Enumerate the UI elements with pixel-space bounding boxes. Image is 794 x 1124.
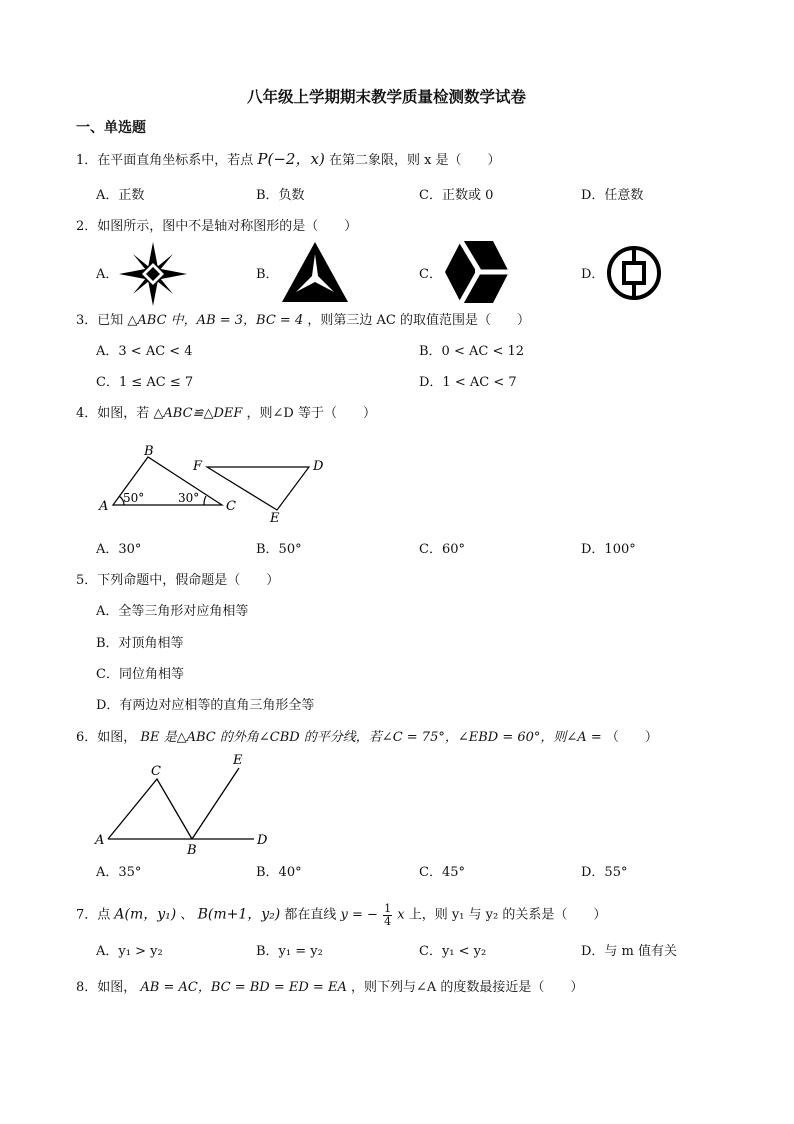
q3-math: △ABC 中，AB = 3，BC = 4: [127, 313, 304, 328]
q2-option-d[interactable]: D．: [581, 267, 605, 282]
q4-option-c[interactable]: C．60°: [419, 542, 465, 557]
q1-stem-a: 1．在平面直角坐标系中，若点: [76, 153, 254, 168]
hexagon-cube-icon: [445, 241, 509, 303]
q4-label-d: D: [313, 459, 324, 474]
q6-option-d[interactable]: D．55°: [581, 865, 628, 880]
q8-stem-b: ，则下列与∠A 的度数最接近是（ ）: [350, 980, 584, 995]
q3-option-c[interactable]: C．1 ≤ AC ≤ 7: [96, 375, 194, 390]
q7-stem-b: 上，则 y₁ 与 y₂ 的关系是（ ）: [408, 907, 607, 923]
q6-stem-b: （ ）: [605, 730, 658, 745]
q1-stem-b: 在第二象限，则 x 是（ ）: [328, 153, 501, 168]
q6-option-c[interactable]: C．45°: [419, 865, 465, 880]
q4-figure: [96, 440, 336, 526]
q7-frac-den: 4: [384, 914, 392, 928]
q1-option-c[interactable]: C．正数或 0: [419, 188, 494, 203]
q6-label-b: B: [187, 843, 197, 858]
compass-star-icon: [119, 242, 187, 306]
q4-option-b[interactable]: B．50°: [256, 542, 302, 557]
q4-stem-a: 4．如图，若: [76, 406, 150, 421]
q3-option-b[interactable]: B．0 < AC < 12: [419, 344, 525, 359]
q8-math: AB = AC，BC = BD = ED = EA: [140, 980, 347, 995]
tri-blade-icon: [282, 242, 348, 302]
q7-eq-rhs: x: [397, 907, 405, 923]
q7-option-a[interactable]: A．y₁ > y₂: [96, 944, 163, 959]
q6-label-a: A: [95, 833, 105, 848]
q7-separator: 、: [180, 907, 194, 923]
q5-option-a[interactable]: A．全等三角形对应角相等: [96, 604, 249, 619]
q7-point-a: A(m，y₁): [114, 906, 177, 923]
q3-stem-a: 3．已知: [76, 313, 124, 328]
question-7: [76, 903, 606, 927]
q4-stem-b: ，则∠D 等于（ ）: [246, 406, 376, 421]
q7-stem-a: 7．点: [76, 907, 111, 923]
q4-label-c: C: [226, 499, 236, 514]
page-title: 八年级上学期期末教学质量检测数学试卷: [247, 88, 527, 106]
q4-label-a: A: [99, 499, 109, 514]
q6-option-b[interactable]: B．40°: [256, 865, 302, 880]
q7-option-c[interactable]: C．y₁ < y₂: [419, 944, 487, 959]
q4-angle-c: 30°: [178, 491, 200, 505]
q7-point-b: B(m+1，y₂): [197, 906, 281, 923]
q4-label-f: F: [193, 459, 203, 474]
section-heading: 一、单选题: [76, 120, 146, 136]
q4-math: △ABC≌△DEF: [153, 406, 243, 421]
q4-angle-a: 50°: [123, 491, 145, 505]
q8-stem-a: 8．如图，: [76, 980, 137, 995]
q1-math: P(−2，x): [257, 150, 325, 168]
q6-math: BE 是△ABC 的外角∠CBD 的平分线，若∠C = 75°，∠EBD = 60°，则∠A =: [140, 730, 602, 745]
q6-label-d: D: [257, 833, 268, 848]
q7-option-b[interactable]: B．y₁ = y₂: [256, 944, 323, 959]
q7-option-d[interactable]: D．与 m 值有关: [581, 944, 678, 959]
q6-label-c: C: [151, 764, 161, 779]
q5-option-b[interactable]: B．对顶角相等: [96, 636, 184, 651]
q4-option-a[interactable]: A．30°: [96, 542, 142, 557]
q7-fraction: [383, 903, 392, 927]
q3-option-a[interactable]: A．3 < AC < 4: [96, 344, 193, 359]
q1-option-b[interactable]: B．负数: [256, 188, 305, 203]
q6-stem-a: 6．如图，: [76, 730, 137, 745]
q4-label-e: E: [270, 511, 280, 526]
q2-option-b[interactable]: B．: [256, 267, 279, 282]
question-3: [76, 314, 530, 327]
question-2: 2．如图所示，图中不是轴对称图形的是（ ）: [76, 219, 358, 234]
q2-option-c[interactable]: C．: [419, 267, 442, 282]
q1-option-d[interactable]: D．任意数: [581, 188, 644, 203]
q7-mid: 都在直线: [284, 907, 337, 923]
q3-option-d[interactable]: D．1 < AC < 7: [419, 375, 517, 390]
q3-stem-b: ，则第三边 AC 的取值范围是（ ）: [307, 313, 530, 328]
question-1: [76, 152, 501, 167]
q5-option-c[interactable]: C．同位角相等: [96, 667, 184, 682]
q2-option-a[interactable]: A．: [96, 267, 119, 282]
q4-label-b: B: [144, 444, 154, 459]
question-4: [76, 407, 376, 420]
q5-option-d[interactable]: D．有两边对应相等的直角三角形全等: [96, 698, 315, 713]
q7-eq-lhs: y = −: [340, 907, 378, 923]
q4-option-d[interactable]: D．100°: [581, 542, 636, 557]
q6-figure: [94, 752, 274, 856]
q6-option-a[interactable]: A．35°: [96, 865, 142, 880]
question-6: [76, 731, 658, 744]
question-5: 5．下列命题中，假命题是（ ）: [76, 573, 280, 588]
q6-label-e: E: [233, 753, 243, 768]
q7-frac-num: 1: [384, 902, 392, 915]
q1-option-a[interactable]: A．正数: [96, 188, 145, 203]
question-8: [76, 981, 583, 994]
coin-icon: [605, 244, 663, 302]
